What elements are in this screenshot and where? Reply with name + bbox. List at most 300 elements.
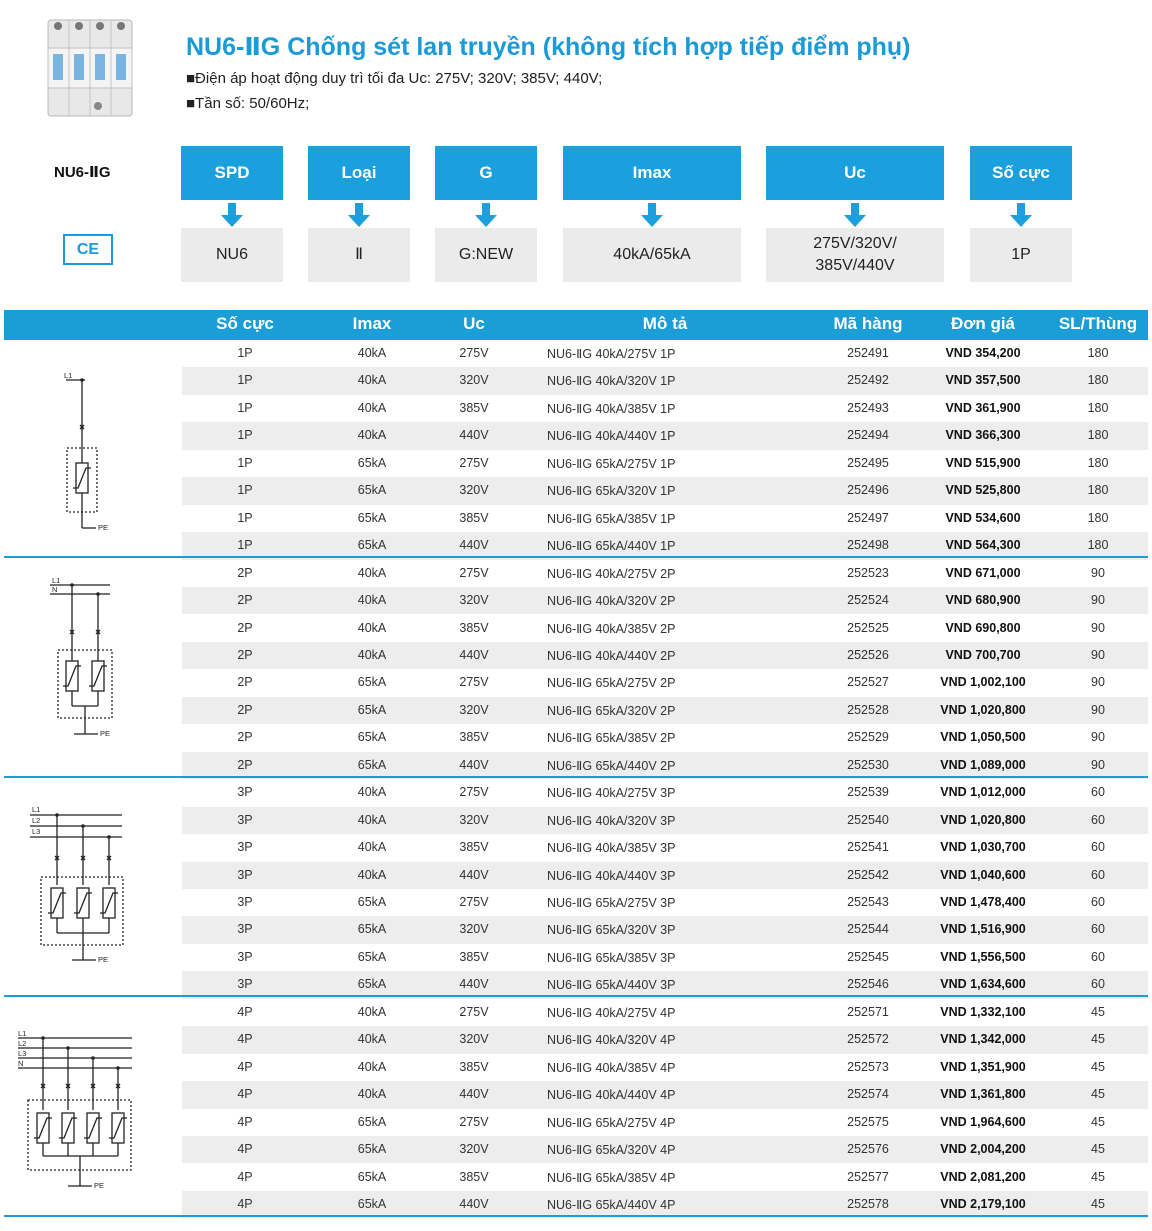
cell-unit-price: VND 700,700 [945, 647, 1021, 662]
cell-unit-price: VND 1,478,400 [940, 895, 1026, 909]
cell-imax: 65kA [357, 675, 387, 690]
label-l3: L3 [18, 1049, 27, 1058]
cell-qty-per-box: 45 [1091, 1169, 1105, 1184]
cell-poles: 2P [237, 757, 253, 772]
cell-imax: 40kA [357, 346, 387, 360]
arrow-down-icon [844, 203, 866, 227]
cell-poles: 1P [237, 346, 253, 360]
cell-poles: 3P [237, 867, 253, 882]
cell-poles: 4P [237, 1196, 253, 1211]
group-separator [4, 995, 1148, 997]
label-l1: L1 [64, 371, 73, 380]
cell-description: NU6-ⅡG 65kA/385V 3P [547, 950, 676, 965]
product-image [40, 10, 140, 120]
cell-uc: 440V [459, 757, 489, 772]
cell-description: NU6-ⅡG 40kA/275V 1P [547, 347, 676, 361]
cell-unit-price: VND 366,300 [945, 428, 1021, 443]
cell-unit-price: VND 361,900 [945, 400, 1021, 415]
cell-imax: 65kA [357, 538, 387, 553]
col-uc: Uc [463, 314, 485, 333]
table-row [182, 395, 1148, 422]
cell-imax: 40kA [357, 400, 387, 415]
page-title: NU6-ⅡG Chống sét lan truyền (không tích hợp tiếp điểm phụ) [186, 33, 911, 61]
cell-item-code: 252576 [847, 1142, 889, 1157]
table-row [182, 669, 1148, 696]
cell-item-code: 252494 [847, 428, 889, 443]
code-value-poles: 1P [970, 228, 1072, 282]
cell-poles: 1P [237, 510, 253, 525]
cell-imax: 40kA [357, 620, 387, 635]
cell-item-code: 252578 [847, 1196, 889, 1211]
cell-imax: 40kA [357, 565, 387, 580]
cell-imax: 40kA [357, 785, 387, 800]
group-separator [4, 1215, 1148, 1217]
cell-qty-per-box: 45 [1091, 1059, 1105, 1074]
cell-uc: 385V [459, 840, 489, 855]
cell-item-code: 252528 [847, 702, 889, 717]
cell-imax: 65kA [357, 483, 387, 498]
cell-unit-price: VND 1,002,100 [940, 675, 1026, 690]
cell-qty-per-box: 90 [1091, 647, 1105, 662]
table-row [182, 779, 1148, 806]
cell-poles: 4P [237, 1142, 253, 1157]
cell-description: NU6-ⅡG 40kA/275V 3P [547, 786, 676, 801]
cell-uc: 320V [459, 922, 489, 937]
cell-description: NU6-ⅡG 65kA/440V 1P [547, 539, 676, 554]
cell-description: NU6-ⅡG 40kA/320V 3P [547, 813, 676, 828]
cell-imax: 40kA [357, 1059, 387, 1074]
cell-qty-per-box: 45 [1091, 1032, 1105, 1047]
cell-qty-per-box: 180 [1087, 538, 1109, 553]
table-row [182, 642, 1148, 669]
cell-uc: 385V [459, 1059, 489, 1074]
cell-description: NU6-ⅡG 65kA/275V 3P [547, 896, 676, 910]
table-row [182, 1136, 1148, 1163]
cell-description: NU6-ⅡG 40kA/320V 2P [547, 594, 676, 609]
table-row [182, 477, 1148, 504]
cell-unit-price: VND 1,012,000 [940, 785, 1026, 800]
code-head-g: G [435, 146, 537, 200]
cell-imax: 40kA [357, 812, 387, 827]
label-l1: L1 [52, 576, 61, 585]
code-value-g: G:NEW [435, 228, 537, 282]
table-row [182, 1054, 1148, 1081]
cell-poles: 3P [237, 785, 253, 800]
wiring-diagram-1p [10, 368, 120, 538]
cell-description: NU6-ⅡG 40kA/385V 1P [547, 401, 676, 416]
cell-item-code: 252544 [847, 922, 889, 937]
cell-qty-per-box: 60 [1091, 977, 1105, 992]
cell-poles: 2P [237, 565, 253, 580]
cell-poles: 1P [237, 538, 253, 553]
cell-qty-per-box: 180 [1087, 428, 1109, 443]
cell-item-code: 252577 [847, 1169, 889, 1184]
cell-unit-price: VND 1,020,800 [940, 812, 1026, 827]
col-description: Mô tả [642, 314, 688, 333]
cell-imax: 40kA [357, 1087, 387, 1102]
cell-item-code: 252542 [847, 867, 889, 882]
cell-uc: 320V [459, 593, 489, 608]
cell-imax: 40kA [357, 593, 387, 608]
cell-imax: 40kA [357, 840, 387, 855]
cell-description: NU6-ⅡG 65kA/385V 1P [547, 511, 676, 526]
cell-poles: 1P [237, 428, 253, 443]
cell-unit-price: VND 2,081,200 [940, 1169, 1026, 1184]
col-poles: Số cực [216, 314, 274, 333]
cell-uc: 385V [459, 1169, 489, 1184]
cell-imax: 65kA [357, 1142, 387, 1157]
cell-qty-per-box: 180 [1087, 346, 1109, 360]
table-row [182, 340, 1148, 367]
cell-poles: 2P [237, 647, 253, 662]
cell-unit-price: VND 671,000 [945, 565, 1021, 580]
cell-imax: 65kA [357, 455, 387, 470]
cell-uc: 320V [459, 812, 489, 827]
table-row [182, 999, 1148, 1026]
arrow-down-icon [221, 203, 243, 227]
cell-description: NU6-ⅡG 65kA/275V 4P [547, 1115, 676, 1130]
cell-uc: 440V [459, 1087, 489, 1102]
cell-item-code: 252498 [847, 538, 889, 553]
cell-description: NU6-ⅡG 40kA/385V 2P [547, 621, 676, 636]
cell-uc: 275V [459, 1004, 489, 1019]
spec-voltage: ■Điện áp hoạt động duy trì tối đa Uc: 275V; 320V; 385V; 440V; [186, 70, 603, 87]
cell-imax: 65kA [357, 757, 387, 772]
cell-qty-per-box: 90 [1091, 593, 1105, 608]
cell-item-code: 252574 [847, 1087, 889, 1102]
cell-qty-per-box: 180 [1087, 455, 1109, 470]
cell-qty-per-box: 60 [1091, 785, 1105, 800]
cell-uc: 275V [459, 346, 489, 360]
cell-uc: 385V [459, 620, 489, 635]
cell-qty-per-box: 60 [1091, 895, 1105, 909]
code-value-uc: 275V/320V/ 385V/440V [766, 228, 944, 282]
table-row [182, 367, 1148, 394]
cell-qty-per-box: 60 [1091, 922, 1105, 937]
cell-unit-price: VND 525,800 [945, 483, 1021, 498]
col-item-code: Mã hàng [833, 314, 903, 333]
table-row [182, 724, 1148, 751]
cell-description: NU6-ⅡG 40kA/440V 1P [547, 429, 676, 444]
cell-unit-price: VND 357,500 [945, 373, 1021, 388]
code-head-type: Loại [308, 146, 410, 200]
table-row [182, 587, 1148, 614]
cell-description: NU6-ⅡG 40kA/275V 4P [547, 1005, 676, 1020]
cell-description: NU6-ⅡG 40kA/320V 4P [547, 1033, 676, 1048]
cell-qty-per-box: 45 [1091, 1196, 1105, 1211]
cell-unit-price: VND 1,030,700 [940, 840, 1026, 855]
cell-item-code: 252571 [847, 1004, 889, 1019]
cell-item-code: 252543 [847, 895, 889, 909]
cell-poles: 3P [237, 840, 253, 855]
label-l3: L3 [32, 827, 41, 836]
cell-imax: 40kA [357, 867, 387, 882]
cell-uc: 440V [459, 1196, 489, 1211]
code-value-type: Ⅱ [308, 228, 410, 282]
cell-qty-per-box: 90 [1091, 757, 1105, 772]
cell-item-code: 252525 [847, 620, 889, 635]
cell-description: NU6-ⅡG 40kA/385V 3P [547, 841, 676, 856]
cell-poles: 3P [237, 949, 253, 964]
cell-description: NU6-ⅡG 65kA/320V 1P [547, 484, 676, 499]
cell-imax: 65kA [357, 922, 387, 937]
cell-uc: 320V [459, 483, 489, 498]
wiring-diagram-3p [10, 800, 140, 970]
cell-qty-per-box: 60 [1091, 840, 1105, 855]
cell-poles: 4P [237, 1004, 253, 1019]
cell-unit-price: VND 1,342,000 [940, 1032, 1026, 1047]
arrow-down-icon [641, 203, 663, 227]
cell-item-code: 252529 [847, 730, 889, 745]
cell-description: NU6-ⅡG 40kA/440V 3P [547, 868, 676, 883]
cell-imax: 65kA [357, 1169, 387, 1184]
cell-uc: 440V [459, 647, 489, 662]
cell-description: NU6-ⅡG 65kA/440V 4P [547, 1197, 676, 1212]
label-pe: PE [98, 523, 109, 532]
cell-item-code: 252530 [847, 757, 889, 772]
cell-item-code: 252496 [847, 483, 889, 498]
cell-poles: 3P [237, 895, 253, 909]
col-qty-per-box: SL/Thùng [1058, 314, 1138, 333]
cell-item-code: 252492 [847, 373, 889, 388]
label-pe: PE [100, 729, 111, 738]
code-head-imax: Imax [563, 146, 741, 200]
cell-description: NU6-ⅡG 40kA/440V 2P [547, 648, 676, 663]
cell-item-code: 252545 [847, 949, 889, 964]
cell-poles: 4P [237, 1114, 253, 1129]
cell-uc: 275V [459, 1114, 489, 1129]
cell-unit-price: VND 1,050,500 [940, 730, 1026, 745]
cell-uc: 385V [459, 400, 489, 415]
cell-item-code: 252546 [847, 977, 889, 992]
table-header [4, 310, 1148, 340]
cell-item-code: 252491 [847, 346, 889, 360]
label-l2: L2 [18, 1039, 27, 1048]
code-value-imax: 40kA/65kA [563, 228, 741, 282]
table-row [182, 807, 1148, 834]
cell-poles: 1P [237, 455, 253, 470]
cell-item-code: 252539 [847, 785, 889, 800]
cell-imax: 65kA [357, 949, 387, 964]
cell-qty-per-box: 45 [1091, 1114, 1105, 1129]
cell-poles: 1P [237, 483, 253, 498]
cell-qty-per-box: 60 [1091, 949, 1105, 964]
cell-unit-price: VND 564,300 [945, 538, 1021, 553]
cell-unit-price: VND 1,089,000 [940, 757, 1026, 772]
cell-poles: 3P [237, 977, 253, 992]
group-separator [4, 556, 1148, 558]
label-l2: L2 [32, 816, 41, 825]
wiring-diagram-2p [10, 576, 140, 746]
table-row [182, 889, 1148, 916]
cell-unit-price: VND 515,900 [945, 455, 1021, 470]
arrow-down-icon [1010, 203, 1032, 227]
cell-imax: 40kA [357, 1032, 387, 1047]
cell-unit-price: VND 1,634,600 [940, 977, 1026, 992]
code-head-poles: Số cực [970, 146, 1072, 200]
cell-item-code: 252497 [847, 510, 889, 525]
cell-uc: 440V [459, 867, 489, 882]
cell-imax: 65kA [357, 1114, 387, 1129]
cell-poles: 2P [237, 730, 253, 745]
cell-imax: 65kA [357, 1196, 387, 1211]
cell-qty-per-box: 90 [1091, 620, 1105, 635]
cell-unit-price: VND 1,040,600 [940, 867, 1026, 882]
cell-poles: 3P [237, 922, 253, 937]
cell-item-code: 252540 [847, 812, 889, 827]
cell-unit-price: VND 690,800 [945, 620, 1021, 635]
cell-uc: 275V [459, 565, 489, 580]
cell-description: NU6-ⅡG 40kA/385V 4P [547, 1060, 676, 1075]
table-row [182, 560, 1148, 587]
cell-poles: 4P [237, 1169, 253, 1184]
cell-item-code: 252573 [847, 1059, 889, 1074]
cell-uc: 320V [459, 1142, 489, 1157]
cell-imax: 65kA [357, 510, 387, 525]
label-l1: L1 [32, 805, 41, 814]
cell-unit-price: VND 1,020,800 [940, 702, 1026, 717]
cell-uc: 440V [459, 538, 489, 553]
cell-description: NU6-ⅡG 65kA/320V 2P [547, 703, 676, 718]
wiring-diagram-4p [10, 1028, 140, 1198]
code-head-spd: SPD [181, 146, 283, 200]
col-unit-price: Đơn giá [950, 314, 1016, 333]
cell-qty-per-box: 180 [1087, 483, 1109, 498]
table-row [182, 916, 1148, 943]
cell-qty-per-box: 90 [1091, 730, 1105, 745]
cell-qty-per-box: 180 [1087, 400, 1109, 415]
cell-item-code: 252523 [847, 565, 889, 580]
cell-unit-price: VND 1,964,600 [940, 1114, 1026, 1129]
table-row [182, 1026, 1148, 1053]
cell-description: NU6-ⅡG 65kA/385V 4P [547, 1170, 676, 1185]
cell-uc: 320V [459, 1032, 489, 1047]
cell-qty-per-box: 45 [1091, 1087, 1105, 1102]
cell-item-code: 252493 [847, 400, 889, 415]
cell-qty-per-box: 45 [1091, 1004, 1105, 1019]
cell-imax: 65kA [357, 730, 387, 745]
cell-imax: 65kA [357, 977, 387, 992]
cell-poles: 2P [237, 593, 253, 608]
cell-unit-price: VND 1,556,500 [940, 949, 1026, 964]
cell-item-code: 252575 [847, 1114, 889, 1129]
cell-description: NU6-ⅡG 65kA/320V 3P [547, 923, 676, 938]
cell-uc: 275V [459, 785, 489, 800]
cell-qty-per-box: 45 [1091, 1142, 1105, 1157]
cell-imax: 40kA [357, 428, 387, 443]
group-separator [4, 776, 1148, 778]
cell-unit-price: VND 2,004,200 [940, 1142, 1026, 1157]
table-row [182, 505, 1148, 532]
cell-description: NU6-ⅡG 65kA/440V 2P [547, 758, 676, 773]
cell-description: NU6-ⅡG 65kA/275V 1P [547, 456, 676, 471]
label-n: N [18, 1059, 24, 1068]
cell-description: NU6-ⅡG 65kA/275V 2P [547, 676, 676, 691]
cell-unit-price: VND 534,600 [945, 510, 1021, 525]
cell-description: NU6-ⅡG 65kA/320V 4P [547, 1143, 676, 1158]
cell-poles: 4P [237, 1032, 253, 1047]
cell-unit-price: VND 1,332,100 [940, 1004, 1026, 1019]
table-row [182, 834, 1148, 861]
code-head-uc: Uc [766, 146, 944, 200]
label-n: N [52, 585, 58, 594]
cell-uc: 275V [459, 675, 489, 690]
cell-qty-per-box: 180 [1087, 510, 1109, 525]
spec-frequency: ■Tần số: 50/60Hz; [186, 95, 310, 112]
cell-poles: 1P [237, 400, 253, 415]
cell-qty-per-box: 180 [1087, 373, 1109, 388]
cell-unit-price: VND 1,516,900 [940, 922, 1026, 937]
table-row [182, 862, 1148, 889]
cell-qty-per-box: 60 [1091, 867, 1105, 882]
table-row [182, 615, 1148, 642]
cell-unit-price: VND 680,900 [945, 593, 1021, 608]
cell-poles: 1P [237, 373, 253, 388]
cell-uc: 440V [459, 428, 489, 443]
cell-uc: 275V [459, 455, 489, 470]
cell-uc: 275V [459, 895, 489, 909]
cell-poles: 2P [237, 620, 253, 635]
table-row [182, 697, 1148, 724]
cell-unit-price: VND 354,200 [945, 346, 1021, 360]
cell-description: NU6-ⅡG 65kA/440V 3P [547, 978, 676, 993]
cell-uc: 385V [459, 730, 489, 745]
ce-mark: CE [63, 234, 113, 265]
cell-unit-price: VND 2,179,100 [940, 1196, 1026, 1211]
cell-description: NU6-ⅡG 65kA/385V 2P [547, 731, 676, 746]
cell-item-code: 252572 [847, 1032, 889, 1047]
table-row [182, 422, 1148, 449]
cell-imax: 65kA [357, 702, 387, 717]
cell-uc: 320V [459, 373, 489, 388]
cell-imax: 40kA [357, 1004, 387, 1019]
cell-poles: 3P [237, 812, 253, 827]
cell-imax: 65kA [357, 895, 387, 909]
cell-poles: 2P [237, 702, 253, 717]
cell-description: NU6-ⅡG 40kA/440V 4P [547, 1088, 676, 1103]
cell-uc: 440V [459, 977, 489, 992]
cell-description: NU6-ⅡG 40kA/275V 2P [547, 566, 676, 581]
cell-unit-price: VND 1,361,800 [940, 1087, 1026, 1102]
cell-qty-per-box: 60 [1091, 812, 1105, 827]
arrow-down-icon [348, 203, 370, 227]
cell-item-code: 252541 [847, 840, 889, 855]
cell-uc: 385V [459, 949, 489, 964]
arrow-down-icon [475, 203, 497, 227]
col-imax: Imax [352, 314, 392, 333]
cell-item-code: 252524 [847, 593, 889, 608]
cell-item-code: 252495 [847, 455, 889, 470]
cell-qty-per-box: 90 [1091, 702, 1105, 717]
table-row [182, 1081, 1148, 1108]
table-row [182, 1164, 1148, 1191]
code-value-spd: NU6 [181, 228, 283, 282]
cell-qty-per-box: 90 [1091, 675, 1105, 690]
cell-poles: 4P [237, 1059, 253, 1074]
table-row [182, 944, 1148, 971]
label-pe: PE [98, 955, 109, 964]
cell-description: NU6-ⅡG 40kA/320V 1P [547, 374, 676, 389]
label-l1: L1 [18, 1029, 27, 1038]
label-pe: PE [94, 1181, 105, 1190]
cell-unit-price: VND 1,351,900 [940, 1059, 1026, 1074]
cell-imax: 40kA [357, 647, 387, 662]
cell-item-code: 252526 [847, 647, 889, 662]
cell-uc: 320V [459, 702, 489, 717]
table-row [182, 450, 1148, 477]
cell-poles: 2P [237, 675, 253, 690]
cell-poles: 4P [237, 1087, 253, 1102]
